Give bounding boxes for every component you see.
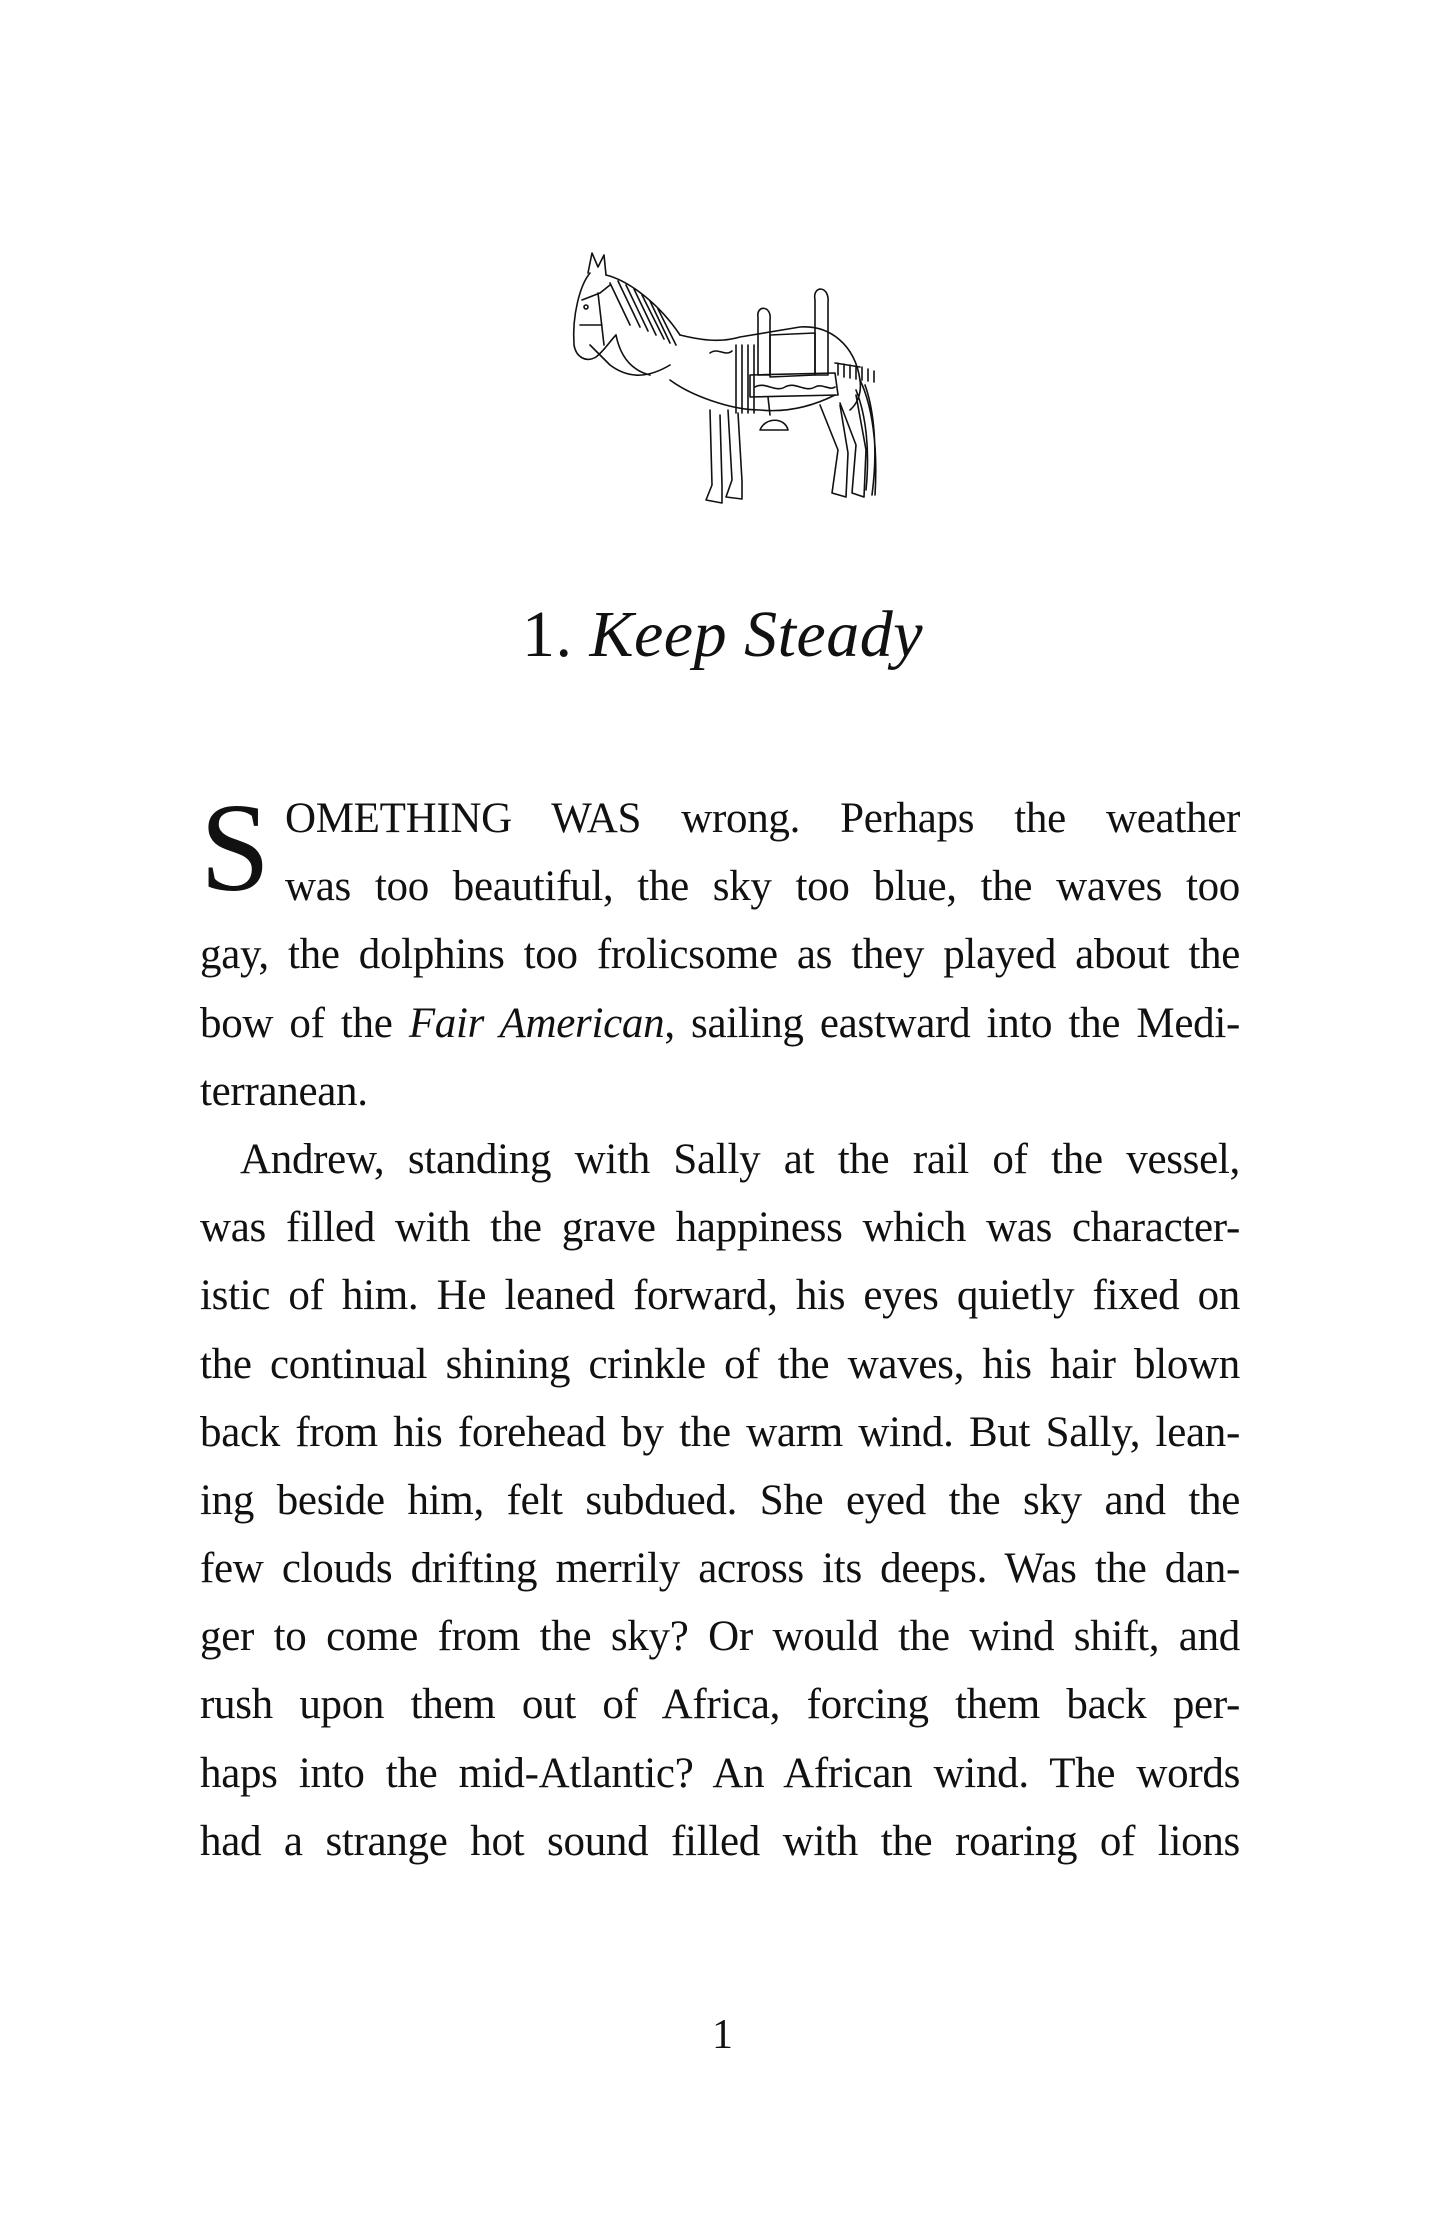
text-line: OMETHING WAS wrong. Perhaps the weather <box>285 795 1240 842</box>
text-line: ger to come from the sky? Or would the wind shift, and <box>200 1613 1240 1661</box>
text-fragment: , sailing eastward into the Medi- <box>664 999 1240 1047</box>
text-line: was filled with the grave happiness which was character- <box>200 1204 1240 1252</box>
text-fragment: bow of the <box>200 999 409 1047</box>
horse-illustration-icon <box>560 245 880 510</box>
text-line: ing beside him, felt subdued. She eyed the sky and the <box>200 1476 1240 1524</box>
chapter-name: Keep Steady <box>589 598 924 671</box>
text-line: gay, the dolphins too frolicsome as they played about the <box>200 931 1240 979</box>
text-line: rush upon them out of Africa, forcing them back per- <box>200 1681 1240 1729</box>
page-number: 1 <box>712 2012 733 2058</box>
text-line: back from his forehead by the warm wind. But Sally, lean- <box>200 1408 1240 1456</box>
text-line: istic of him. He leaned forward, his eyes quietly fixed on <box>200 1272 1240 1320</box>
text-line: the continual shining crinkle of the waves, his hair blown <box>200 1340 1240 1388</box>
ship-name: Fair American <box>408 999 665 1047</box>
body-text <box>200 779 1240 1876</box>
chapter-number: 1. <box>521 598 573 671</box>
text-line: Andrew, standing with Sally at the rail of the vessel, <box>240 1135 1240 1183</box>
text-line: haps into the mid-Atlantic? An African wind. The words <box>200 1749 1240 1797</box>
text-line <box>200 990 1240 1058</box>
text-line: terranean. <box>200 1067 368 1115</box>
drop-cap: S <box>200 779 271 918</box>
text-line: had a strange hot sound filled with the roaring of lions <box>200 1817 1240 1865</box>
text-line: was too beautiful, the sky too blue, the waves too <box>285 863 1240 911</box>
chapter-title <box>0 595 1445 675</box>
text-line: few clouds drifting merrily across its deeps. Was the dan- <box>200 1545 1240 1593</box>
